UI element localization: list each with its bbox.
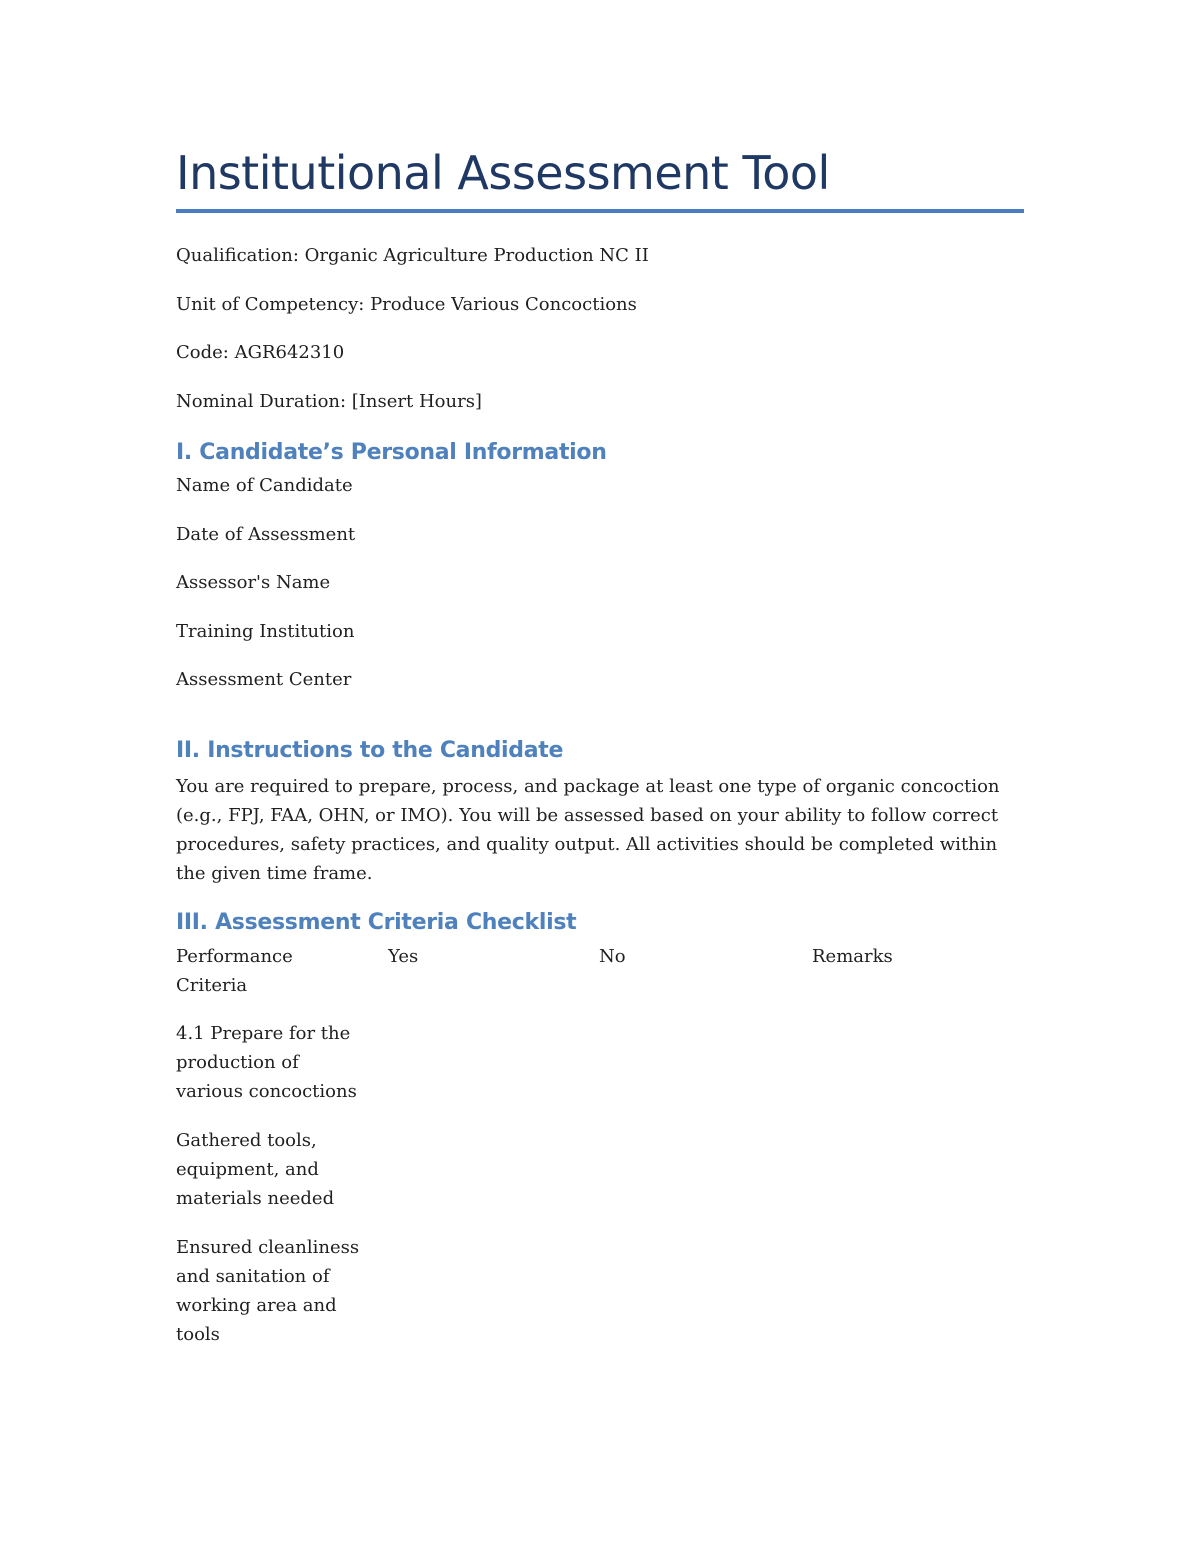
field-assessors-name: Assessor's Name: [176, 572, 331, 593]
table-row: Ensured cleanliness and sanitation of working area and tools: [176, 1237, 360, 1345]
section-instructions-heading: II. Instructions to the Candidate: [176, 738, 564, 763]
column-header-performance-criteria: Performance Criteria: [176, 946, 293, 996]
table-row: Gathered tools, equipment, and materials needed: [176, 1130, 335, 1209]
code-line: Code: AGR642310: [176, 342, 345, 363]
instructions-paragraph: You are required to prepare, process, and package at least one type of organic concoction (e.g., FPJ, FAA, OHN, or IMO). You will be assessed based on your ability to follow correct procedures, safety practices, and quality output. All activities should be completed within the given time frame.: [176, 776, 1000, 884]
section-personal-info-heading: I. Candidate’s Personal Information: [176, 440, 607, 465]
column-header-no: No: [599, 946, 626, 967]
field-name-of-candidate: Name of Candidate: [176, 475, 353, 496]
column-header-yes: Yes: [388, 946, 419, 967]
section-checklist-heading: III. Assessment Criteria Checklist: [176, 910, 577, 935]
field-training-institution: Training Institution: [176, 621, 355, 642]
field-date-of-assessment: Date of Assessment: [176, 524, 356, 545]
document-title: Institutional Assessment Tool: [176, 146, 830, 200]
field-assessment-center: Assessment Center: [176, 669, 352, 690]
unit-of-competency-line: Unit of Competency: Produce Various Concoctions: [176, 294, 637, 315]
column-header-remarks: Remarks: [812, 946, 893, 967]
title-underline: [176, 209, 1024, 213]
nominal-duration-line: Nominal Duration: [Insert Hours]: [176, 391, 482, 412]
table-row: 4.1 Prepare for the production of various concoctions: [176, 1023, 357, 1102]
qualification-line: Qualification: Organic Agriculture Production NC II: [176, 245, 649, 266]
